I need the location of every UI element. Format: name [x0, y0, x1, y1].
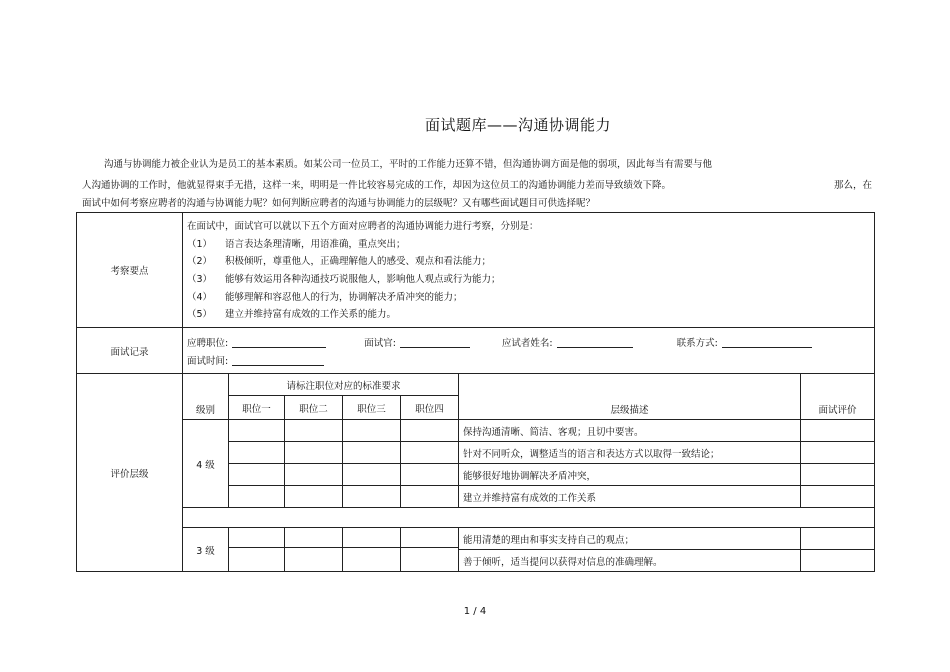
position-cell[interactable] [401, 486, 459, 508]
position-cell[interactable] [229, 528, 285, 548]
position-cell[interactable] [343, 464, 401, 486]
evaluation-cell[interactable] [801, 442, 875, 464]
level-description: 建立并维持富有成效的工作关系 [459, 486, 801, 508]
position-cell[interactable] [343, 420, 401, 442]
key-point-item [187, 289, 870, 307]
eval-header-row-1 [77, 374, 875, 396]
key-point-number: （2） [187, 256, 213, 268]
key-points-lead: 在面试中，面试官可以就以下五个方面对应聘者的沟通协调能力进行考察，分别是： [187, 221, 539, 233]
key-point-text: 能够有效运用各种沟通技巧说服他人，影响他人观点或行为能力； [225, 274, 501, 285]
interview-evaluation-header: 面试评价 [801, 374, 875, 420]
key-points-content [183, 213, 875, 328]
record-content [183, 328, 875, 374]
candidate-name-label: 应试者姓名: [501, 337, 553, 349]
position-cell[interactable] [343, 442, 401, 464]
position-field[interactable] [232, 336, 326, 348]
position-cell[interactable] [343, 548, 401, 572]
level-description: 保持沟通清晰、简洁、客观；且切中要害。 [459, 420, 801, 442]
intro-paragraph-line-2 [82, 180, 872, 192]
key-point-item [187, 253, 870, 271]
position-2-header: 职位二 [285, 396, 343, 420]
key-point-text: 语言表达条理清晰，用语准确，重点突出； [225, 238, 406, 250]
key-points-label: 考察要点 [77, 213, 183, 328]
page-number: 1 / 4 [463, 606, 487, 617]
position-cell[interactable] [401, 420, 459, 442]
level-description-header: 层级描述 [459, 374, 801, 420]
intro-line-2-text: 人沟通协调的工作时，他就显得束手无措，这样一来，明明是一件比较容易完成的工作，却因为这位员工的沟通协调能力差而导致绩效下降。 [82, 180, 672, 191]
evaluation-label: 评价层级 [77, 374, 183, 572]
intro-line-2-right: 那么，在 [833, 180, 872, 191]
key-point-text: 积极倾听，尊重他人，正确理解他人的感受、观点和看法能力； [225, 256, 492, 268]
level-description: 针对不同听众，调整适当的语言和表达方式以取得一致结论； [459, 442, 801, 464]
position-3-header: 职位三 [343, 396, 401, 420]
position-cell[interactable] [229, 548, 285, 572]
evaluation-cell[interactable] [801, 550, 875, 572]
position-cell[interactable] [285, 464, 343, 486]
evaluation-cell[interactable] [801, 420, 875, 442]
position-cell[interactable] [401, 442, 459, 464]
level-4-label: 4 级 [183, 420, 229, 508]
key-point-item [187, 306, 870, 324]
position-cell[interactable] [401, 548, 459, 572]
level-row [77, 528, 875, 538]
interview-time-label: 面试时间: [187, 355, 229, 367]
position-cell[interactable] [229, 420, 285, 442]
position-label: 应聘职位: [187, 337, 229, 349]
record-label: 面试记录 [77, 328, 183, 374]
position-cell[interactable] [229, 442, 285, 464]
position-cell[interactable] [285, 548, 343, 572]
level-description: 善于倾听，适当提问以获得对信息的准确理解。 [459, 550, 801, 572]
position-1-header: 职位一 [229, 396, 285, 420]
level-description: 能用清楚的理由和事实支持自己的观点； [459, 528, 801, 550]
key-point-text: 建立并维持富有成效的工作关系的能力。 [225, 309, 397, 321]
key-point-number: （1） [187, 238, 213, 250]
interviewer-label: 面试官: [364, 337, 396, 349]
evaluation-cell[interactable] [801, 528, 875, 550]
intro-paragraph-line-3: 面试中如何考察应聘者的沟通与协调能力呢？如何判断应聘者的沟通与协调能力的层级呢？又有哪些面试题目可供选择呢？ [82, 198, 596, 209]
level-3-label: 3 级 [183, 528, 229, 572]
key-point-item [187, 271, 870, 289]
position-cell[interactable] [285, 442, 343, 464]
evaluation-cell[interactable] [801, 464, 875, 486]
interviewer-field[interactable] [400, 336, 470, 348]
position-cell[interactable] [285, 486, 343, 508]
spacer-cell [183, 508, 875, 528]
contact-field[interactable] [722, 336, 812, 348]
key-point-item [187, 236, 870, 254]
contact-label: 联系方式: [676, 337, 718, 349]
position-cell[interactable] [343, 486, 401, 508]
position-standard-header: 请标注职位对应的标准要求 [229, 374, 459, 396]
level-row [77, 420, 875, 442]
position-4-header: 职位四 [401, 396, 459, 420]
position-cell[interactable] [343, 528, 401, 548]
level-header: 级别 [183, 374, 229, 420]
position-cell[interactable] [285, 420, 343, 442]
position-cell[interactable] [401, 528, 459, 548]
evaluation-cell[interactable] [801, 486, 875, 508]
page-title: 面试题库——沟通协调能力 [424, 116, 611, 134]
interview-time-field[interactable] [232, 354, 324, 366]
spacer-row [77, 508, 875, 528]
interview-table [76, 212, 875, 572]
key-point-number: （4） [187, 291, 213, 303]
intro-paragraph-line-1: 沟通与协调能力被企业认为是员工的基本素质。如某公司一位员工，平时的工作能力还算不错，但沟通协调方面是他的弱项，因此每当有需要与他 [104, 159, 713, 170]
candidate-name-field[interactable] [557, 336, 633, 348]
key-point-number: （3） [187, 274, 213, 285]
position-cell[interactable] [229, 486, 285, 508]
record-row [77, 328, 875, 374]
level-description: 能够很好地协调解决矛盾冲突， [459, 464, 801, 486]
position-cell[interactable] [401, 464, 459, 486]
key-point-text: 能够理解和容忍他人的行为，协调解决矛盾冲突的能力； [225, 291, 463, 303]
position-cell[interactable] [285, 528, 343, 548]
key-point-number: （5） [187, 309, 213, 321]
key-points-row [77, 213, 875, 328]
position-cell[interactable] [229, 464, 285, 486]
